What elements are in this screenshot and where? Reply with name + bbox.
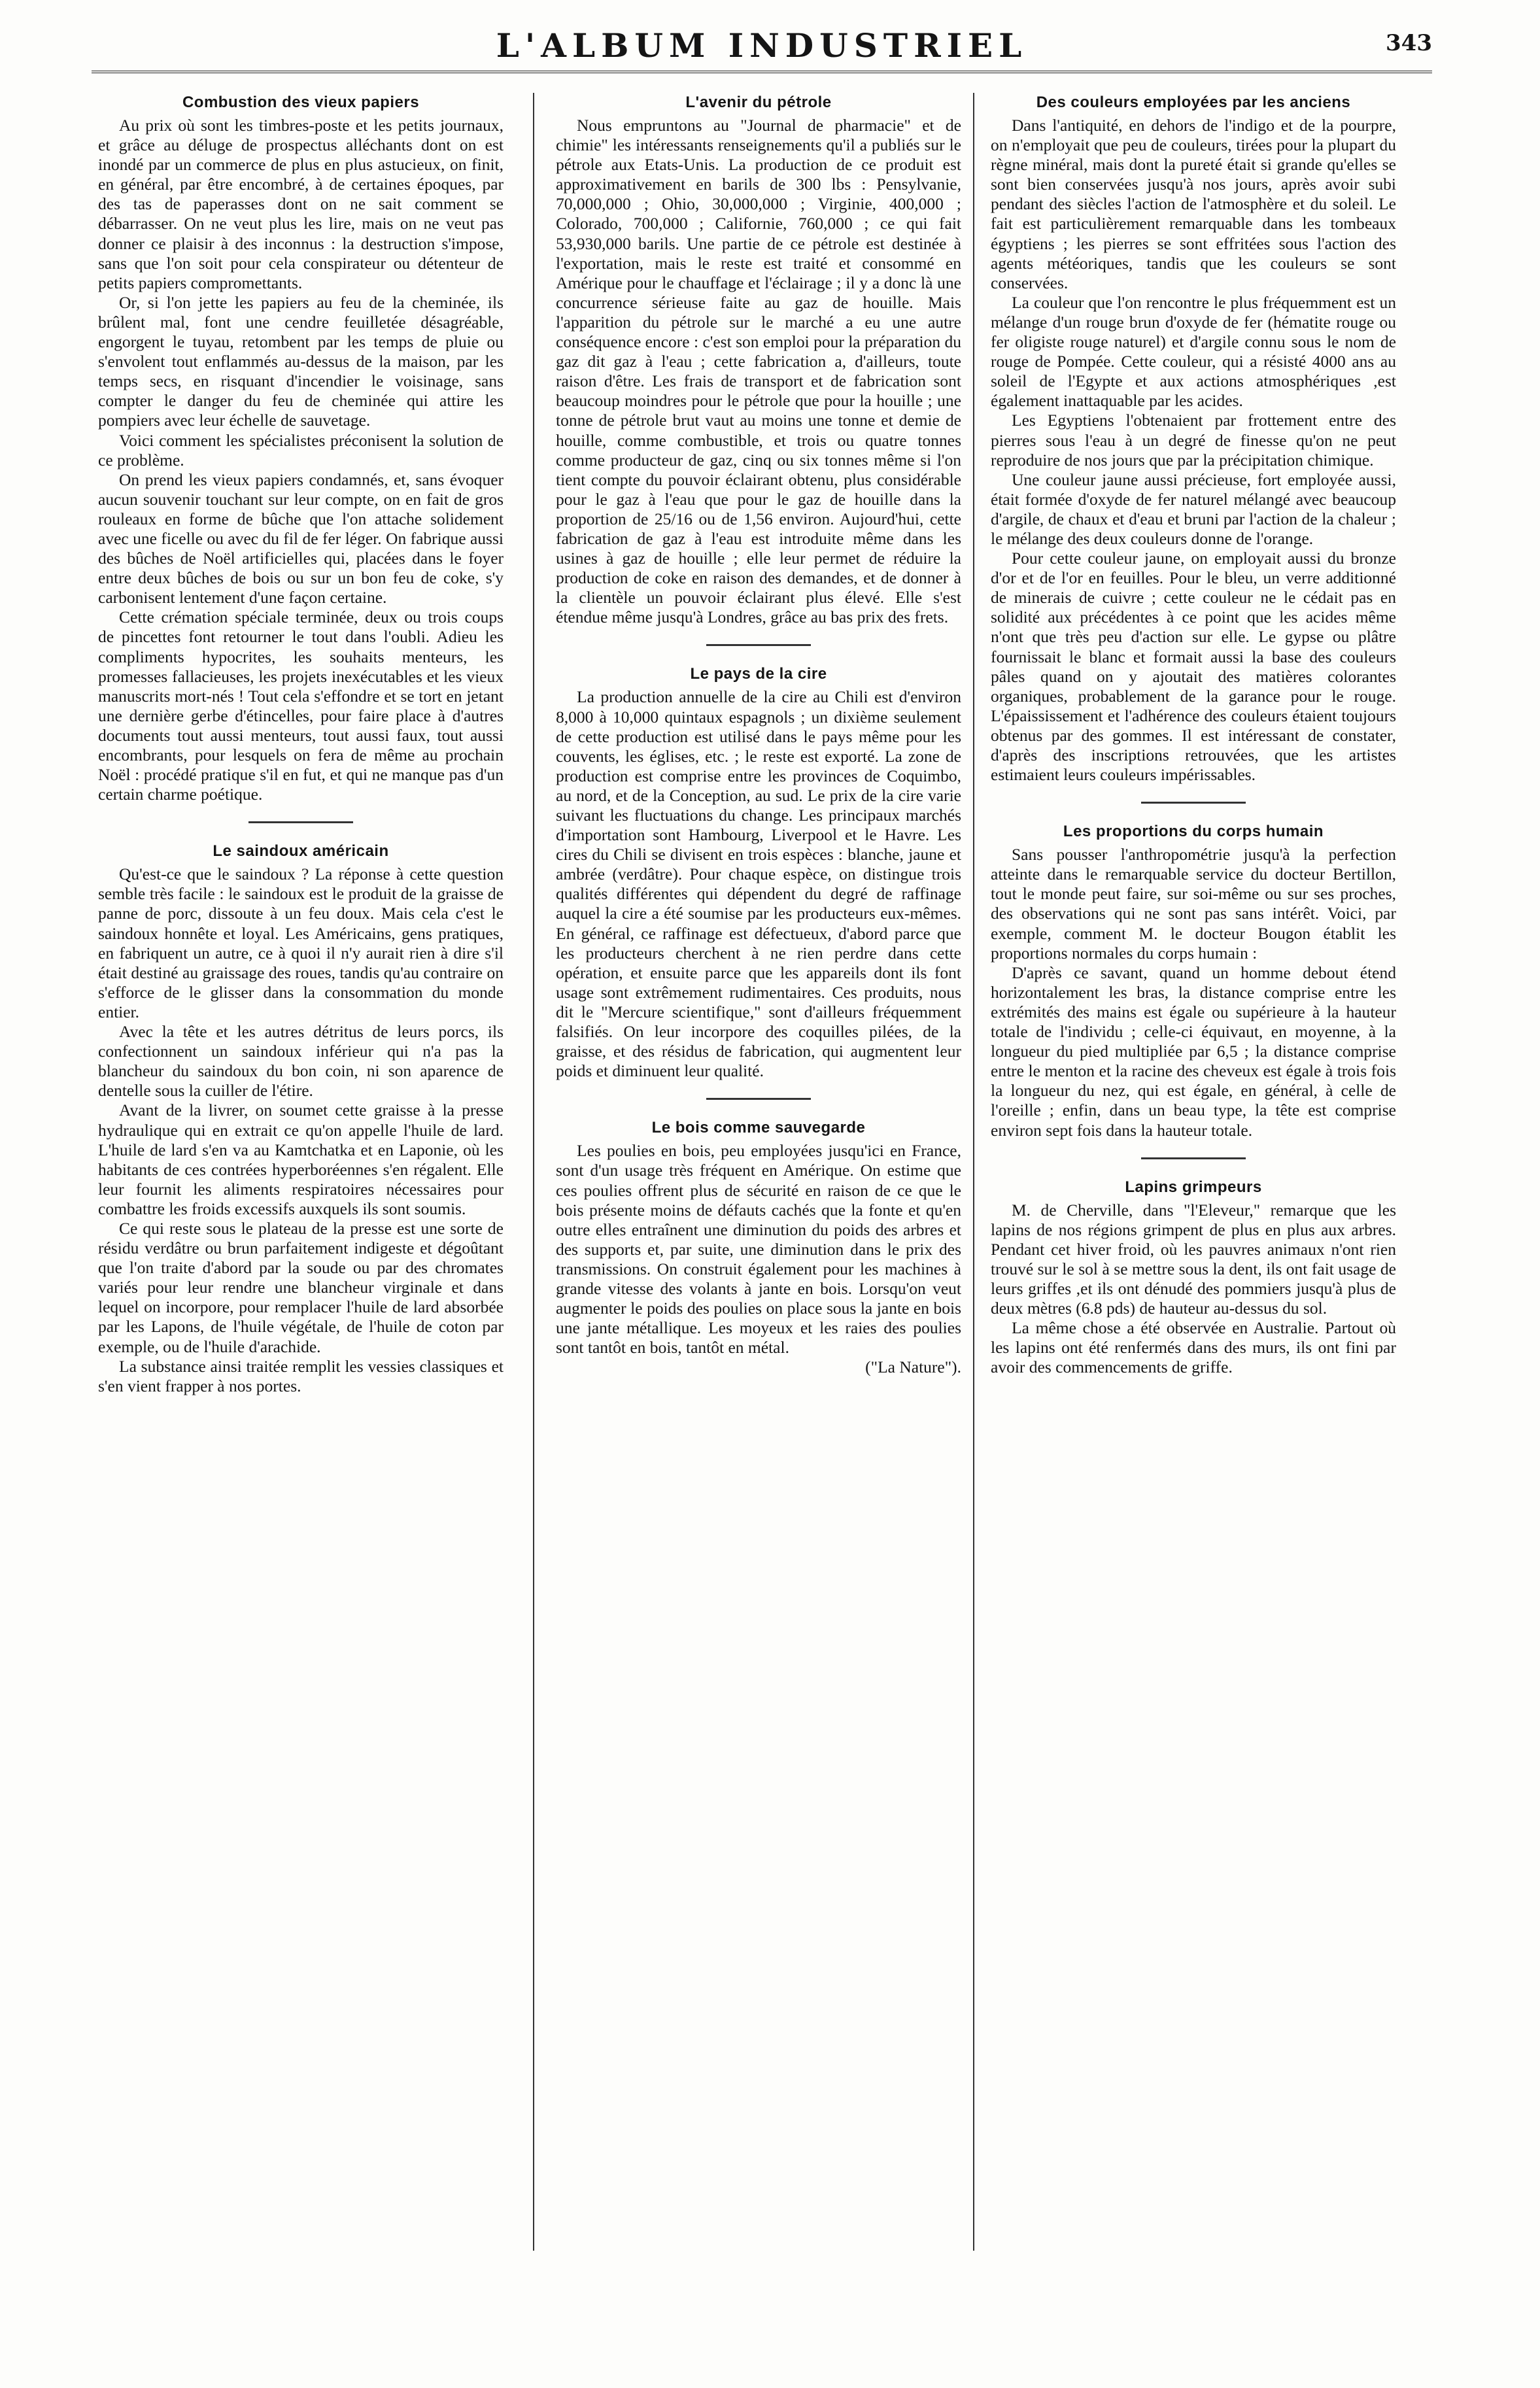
masthead-title: L'ALBUM INDUSTRIEL <box>496 26 1028 65</box>
article-paragraph: Qu'est-ce que le saindoux ? La réponse à cette question semble très facile : le saindoux est le produit de la graisse de panne de porc, dissoute à un feu doux. Mais cela c'est le saindoux honnête et loyal. Les Américains, gens pratiques, en fabriquent un autre, ce à quoi il n'y aurait rien à dire s'il était destiné au graissage des roues, tandis qu'au contraire on s'efforce de le glisser dans la consommation du monde entier. <box>98 864 504 1021</box>
article-paragraph: Avec la tête et les autres détritus de leurs porcs, ils confectionnent un saindoux inférieur qui n'a pas la blancheur du saindoux du bon coin, ni son aparence de dentelle sous la cuiller de l'étire. <box>98 1022 504 1100</box>
page-header <box>92 26 1432 69</box>
article-paragraph: La production annuelle de la cire au Chili est d'environ 8,000 à 10,000 quintaux espagnols ; un dixième seulement de cette production est utilisé dans le pays même pour les couvents, les églises, etc. ; le reste est exporté. La zone de production est comprise entre les provinces de Coquimbo, au nord, et de la Conception, au sud. Le prix de la cire varie suivant les fluctuations du change. Les principaux marchés d'importation sont Hambourg, Liverpool et le Havre. Les cires du Chili se divisent en trois espèces : blanche, jaune et ambrée (verdâtre). Pour chaque espèce, on distingue trois qualités différentes qui dépendent du degré de raffinage auquel la cire a été soumise par les producteurs eux-mêmes. En général, ce raffinage est défectueux, d'abord parce que les producteurs cherchent à ne rien perdre dans cette opération, et ensuite parce que les appareils dont ils font usage sont extrêmement rudimentaires. Ces produits, nous dit le "Mercure scientifique," sont d'ailleurs fréquemment falsifiés. On leur incorpore des coquilles pilées, de la graisse, et des résidus de fabrication, qui augmentent leur poids et diminuent leur qualité. <box>556 687 961 1081</box>
article-heading: Les proportions du corps humain <box>1063 823 1324 841</box>
article-paragraph: La substance ainsi traitée remplit les vessies classiques et s'en vient frapper à nos portes. <box>98 1356 504 1395</box>
article-paragraph: Voici comment les spécialistes préconisent la solution de ce problème. <box>98 430 504 469</box>
article-paragraph: Avant de la livrer, on soumet cette graisse à la presse hydraulique qui en extrait ce qu'on appelle l'huile de lard. L'huile de lard s'en va au Kamtchatka et en Laponie, où les habitants de ces contrées hyperboréennes s'en régalent. Elle leur fournit les aliments respiratoires nécessaires pour combattre les froids excessifs auxquels ils sont soumis. <box>98 1100 504 1218</box>
article-paragraph: Ce qui reste sous le plateau de la presse est une sorte de résidu verdâtre ou brun parfaitement indigeste et dégoûtant que l'on traite d'abord par la soude ou par des chromates variés pour leur rendre une blancheur virginale et dans lequel on incorpore, pour remplacer l'huile de lard absorbée par les Lapons, de l'huile végétale, de l'huile de coton par exemple, ou de l'huile d'arachide. <box>98 1218 504 1356</box>
column-1 <box>98 93 504 2257</box>
article <box>98 842 504 1396</box>
column-2 <box>556 93 961 2257</box>
article <box>991 1178 1396 1378</box>
column-3 <box>991 93 1396 2257</box>
article-heading: Le saindoux américain <box>213 842 389 861</box>
article-divider <box>248 821 353 823</box>
article-heading: Des couleurs employées par les anciens <box>1036 94 1351 111</box>
article-paragraph: Pour cette couleur jaune, on employait aussi du bronze d'or et de l'or en feuilles. Pour le bleu, un verre additionné de minerais de cuivre ; cette couleur ne le cédait pas en solidité aux précédentes à ce point que les acides même n'ont que très peu d'action sur elle. Le gypse ou plâtre fournissait le blanc et formait aussi la base des couleurs pâles quand on y ajoutait des matières colorantes organiques, probablement de la garance pour le rouge. L'épaississement et l'adhérence des couleurs étaient toujours obtenus par des gommes. Il est intéressant de constater, d'après des inscriptions retrouvées, que les artistes estimaient leurs couleurs impérissables. <box>991 549 1396 785</box>
article-source: ("La Nature"). <box>865 1357 961 1377</box>
article-heading: Combustion des vieux papiers <box>182 94 420 111</box>
article-divider <box>706 644 811 646</box>
article <box>556 664 961 1081</box>
article-paragraph: Dans l'antiquité, en dehors de l'indigo et de la pourpre, on n'employait que peu de couleurs, tirées pour la plupart du règne minéral, mais dont la pureté était si grande qu'elles se sont bien conservées jusqu'à nos jours, après avoir subi pendant des siècles l'action de l'atmosphère et du soleil. Le fait est particulièrement remarquable dans les tombeaux égyptiens ; les pierres se sont effritées sous l'action des agents météoriques, tandis que les couleurs se sont conservées. <box>991 116 1396 292</box>
article-heading: L'avenir du pétrole <box>685 94 832 111</box>
article-paragraph: Les Egyptiens l'obtenaient par frottement entre des pierres sous l'eau à un degré de finesse qu'on ne peut reproduire de nos jours que par la précipitation chimique. <box>991 411 1396 469</box>
header-rule <box>92 71 1432 73</box>
article-paragraph: M. de Cherville, dans "l'Eleveur," remarque que les lapins de nos régions grimpent de plus en plus aux arbres. Pendant cet hiver froid, où les pauvres animaux n'ont rien trouvé sur le sol à se mettre sous la dent, ils ont fait usage de leurs griffes ,et ils ont dénudé des pommiers jusqu'à plus de deux mètres (6.8 pds) de hauteur au-dessus du sol. <box>991 1200 1396 1318</box>
article-paragraph: Nous empruntons au "Journal de pharmacie" et de chimie" les intéressants renseignements qu'il a publiés sur le pétrole aux Etats-Unis. La production de ce produit est approximativement en barils de 300 lbs : Pensylvanie, 70,000,000 ; Ohio, 30,000,000 ; Virginie, 400,000 ; Colorado, 700,000 ; Californie, 760,000 ; ce qui fait 53,930,000 barils. Une partie de ce pétrole est destinée à l'exportation, mais le reste est traité et consommé en Amérique pour le chauffage et l'éclairage ; il y a donc là une concurrence sérieuse faite au gaz de houille. Mais l'apparition du pétrole sur le marché a eu une autre conséquence encore : c'est son emploi pour la préparation du gaz dit gaz à l'eau ; cette fabrication a, d'ailleurs, toute raison d'être. Les frais de transport et de fabrication sont beaucoup moindres pour le pétrole que pour la houille ; une tonne de pétrole brut vaut au moins une tonne et demie de houille, comme combustible, et trois ou quatre tonnes comme producteur de gaz, cinq ou six tonnes même si l'on tient compte du pouvoir éclairant obtenu, plus considérable pour le gaz à l'eau que pour le gaz de houille dans la proportion de 25/16 ou de 1,56 environ. Aujourd'hui, cette fabrication de gaz à l'eau est introduite même dans les usines à gaz de houille ; elle leur permet de réduire la production de coke en raison des demandes, et de donner à la clientèle un pouvoir éclairant plus élevé. Elle s'est étendue même jusqu'à Londres, grâce au bas prix des frets. <box>556 116 961 627</box>
article <box>556 93 961 627</box>
article-paragraph: Cette crémation spéciale terminée, deux ou trois coups de pincettes font retourner le tout dans l'oubli. Adieu les compliments hypocrites, les souhaits menteurs, les promesses fallacieuses, les projets inexécutables et les vieux manuscrits mort-nés ! Tout cela s'effondre et se tort en jetant une dernière gerbe d'étincelles, pour faire place à d'autres documents tout aussi menteurs, tout aussi faux, tout aussi encombrants, pour lesquels on fera de même au prochain Noël : procédé pratique s'il en fut, et qui ne manque pas d'un certain charme poétique. <box>98 607 504 804</box>
article <box>556 1118 961 1377</box>
article-heading: Lapins grimpeurs <box>1125 1178 1262 1196</box>
column-divider <box>533 93 534 2251</box>
article-paragraph: La même chose a été observée en Australie. Partout où les lapins ont été renfermés dans des murs, ils ont fini par avoir des commencements de griffe. <box>991 1318 1396 1377</box>
article-divider <box>1141 802 1246 804</box>
article-divider <box>706 1098 811 1100</box>
article <box>991 822 1396 1140</box>
article-heading: Le pays de la cire <box>690 665 827 683</box>
page-number: 343 <box>1386 30 1432 56</box>
article <box>991 93 1396 785</box>
article-paragraph: Au prix où sont les timbres-poste et les petits journaux, et grâce au déluge de prospectus alléchants dont on est inondé par un commerce de plus en plus astucieux, on finit, en général, par être encombré, à de certaines époques, par des tas de paperasses dont on ne sait comment se débarrasser. On ne veut plus les lire, mais on ne veut pas donner ce plaisir à des inconnus : la destruction s'impose, sans que l'on soit pour cela conspirateur ou détenteur de petits papiers compromettants. <box>98 116 504 292</box>
article-paragraph: Or, si l'on jette les papiers au feu de la cheminée, ils brûlent mal, font une cendre feuilletée désagréable, engorgent le tuyau, retombent par les temps de pluie ou s'envolent tout enflammés au-dessus de la maison, par les temps secs, en risquant d'incendier le voisinage, sans compter le danger du feu de cheminée qui attire les pompiers avec leur échelle de sauvetage. <box>98 292 504 430</box>
article-paragraph: D'après ce savant, quand un homme debout étend horizontalement les bras, la distance comprise entre les extrémités des mains est égale ou supérieure à la hauteur totale de l'individu ; celle-ci équivaut, en moyenne, à la longueur du pied multipliée par 6,5 ; la distance comprise entre le menton et la racine des cheveux est égale à trois fois la longueur du nez, qui est égale, en général, à celle de l'oreille ; enfin, dans un beau type, la tête est comprise environ sept fois dans la hauteur totale. <box>991 963 1396 1140</box>
article-heading: Le bois comme sauvegarde <box>651 1119 866 1137</box>
article-paragraph: Les poulies en bois, peu employées jusqu'ici en France, sont d'un usage très fréquent en Amérique. On estime que ces poulies offrent plus de sécurité en raison de ce que le bois présente moins de défauts cachés que la fonte et qu'en outre elles entraînent une diminution du poids des arbres et des supports et, par suite, une diminution dans le prix des transmissions. On construit également pour les machines à grande vitesse des volants à jante en bois. Lorsqu'on veut augmenter le poids des poulies on place sous la jante en bois une jante métallique. Les moyeux et les raies des poulies sont tantôt en bois, tantôt en métal. <box>556 1141 961 1357</box>
article-paragraph: La couleur que l'on rencontre le plus fréquemment est un mélange d'un rouge brun d'oxyde de fer (hématite rouge ou fer oligiste rouge naturel) et d'argile connu sous le nom de rouge de Pompée. Cette couleur, qui a résisté 4000 ans au soleil de l'Egypte et aux actions atmosphériques ,est également inattaquable par les acides. <box>991 292 1396 411</box>
article-paragraph: Une couleur jaune aussi précieuse, fort employée aussi, était formée d'oxyde de fer naturel mélangé avec beaucoup d'argile, de chaux et d'eau et bruni par l'action de la chaleur ; le mélange des deux couleurs donne de l'orange. <box>991 469 1396 548</box>
article-paragraph: Sans pousser l'anthropométrie jusqu'à la perfection atteinte dans le remarquable service du docteur Bertillon, tout le monde peut faire, sur soi-même ou sur ses proches, des observations qui ne sont pas sans intérêt. Voici, par exemple, comment M. le docteur Bougon établit les proportions normales du corps humain : <box>991 845 1396 963</box>
article <box>98 93 504 804</box>
column-divider <box>973 93 974 2251</box>
article-paragraph: On prend les vieux papiers condamnés, et, sans évoquer aucun souvenir touchant sur leur compte, on en fait de gros rouleaux en forme de bûche que l'on attache solidement avec une ficelle ou avec du fil de fer léger. On fabrique aussi des bûches de Noël artificielles qui, placées dans le foyer entre deux bûches de bois ou sur un bon feu de coke, s'y carbonisent lentement d'une façon certaine. <box>98 469 504 607</box>
article-divider <box>1141 1157 1246 1159</box>
